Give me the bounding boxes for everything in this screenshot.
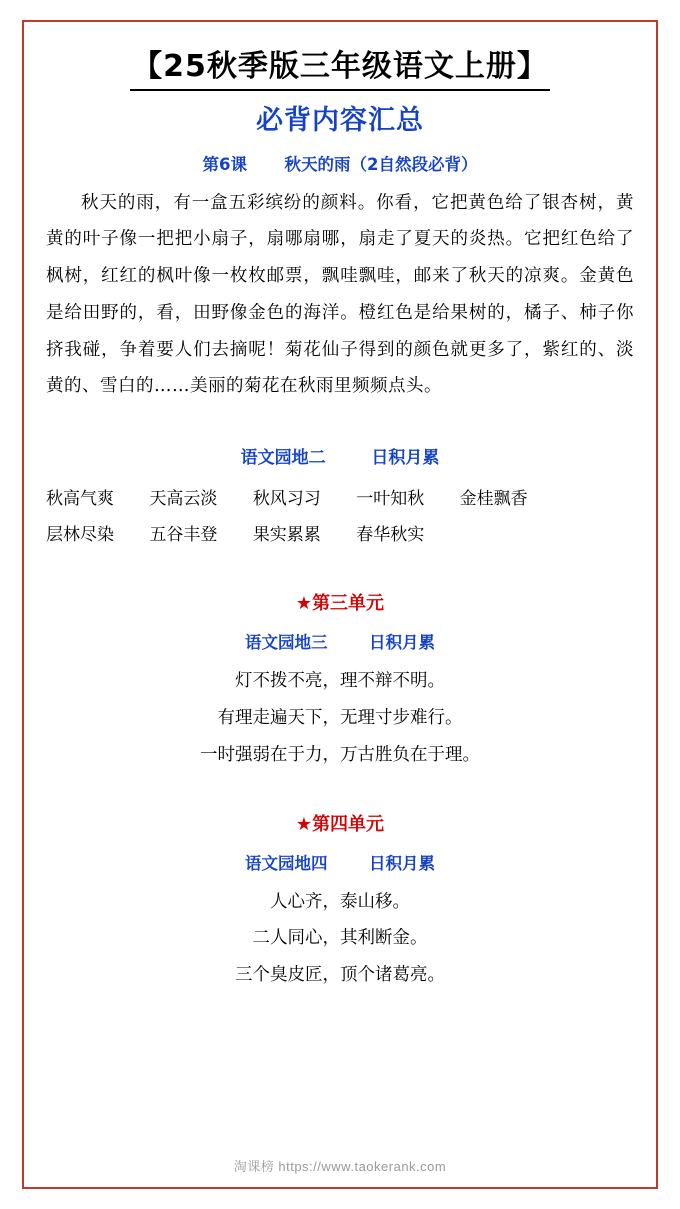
garden-two-subtitle: 日积月累 bbox=[371, 448, 440, 468]
idiom-item: 秋风习习 bbox=[252, 489, 321, 509]
idiom-row bbox=[46, 482, 634, 518]
unit-three-heading bbox=[46, 589, 634, 615]
proverb-line: 三个臭皮匠，顶个诸葛亮。 bbox=[235, 965, 445, 986]
garden-four-lines bbox=[46, 884, 634, 994]
page-title: 【25秋季版三年级语文上册】 bbox=[132, 49, 548, 84]
idiom-item: 五谷丰登 bbox=[149, 524, 218, 545]
watermark: 淘课榜 https://www.taokerank.com bbox=[233, 1159, 447, 1174]
idiom-item: 春华秋实 bbox=[356, 524, 425, 545]
garden-three-label: 语文园地三 bbox=[245, 633, 328, 653]
unit-three-title: 第三单元 bbox=[312, 593, 385, 615]
idiom-item: 天高云淡 bbox=[149, 489, 218, 509]
proverb-line: 二人同心，其利断金。 bbox=[252, 928, 428, 949]
page-subtitle: 必背内容汇总 bbox=[256, 104, 424, 136]
idiom-row bbox=[46, 518, 634, 554]
idiom-item: 果实累累 bbox=[252, 524, 321, 545]
proverb-line: 一时强弱在于力，万古胜负在于理。 bbox=[200, 744, 480, 765]
title-underline bbox=[130, 89, 550, 91]
lesson-heading bbox=[46, 151, 634, 175]
lesson-number: 第6课 bbox=[202, 154, 247, 174]
lesson-body-text: 秋天的雨，有一盒五彩缤纷的颜料。你看，它把黄色给了银杏树，黄黄的叶子像一把把小扇子，扇哪扇哪，扇走了夏天的炎热。它把红色给了枫树，红红的枫叶像一枚枚邮票，飘哇飘哇，邮来了秋天的凉爽。金黄色是给田野的，看，田野像金色的海洋。橙红色是给果树的，橘子、柿子你挤我碰，争着要人们去摘呢！菊花仙子得到的颜色就更多了，紫红的、淡黄的、雪白的……美丽的菊花在秋雨里频频点头。 bbox=[46, 192, 634, 397]
star-icon: ★ bbox=[295, 813, 313, 835]
unit-four-title: 第四单元 bbox=[312, 813, 385, 835]
idiom-item: 层林尽染 bbox=[46, 524, 114, 545]
idiom-list bbox=[46, 482, 634, 553]
garden-four-heading bbox=[46, 850, 634, 874]
idiom-item: 一叶知秋 bbox=[356, 489, 425, 509]
proverb-line: 有理走遍天下，无理寸步难行。 bbox=[217, 708, 463, 729]
idiom-item: 秋高气爽 bbox=[46, 489, 114, 509]
lesson-name: 秋天的雨（2自然段必背） bbox=[284, 154, 478, 174]
unit-four-heading bbox=[46, 810, 634, 836]
garden-two-heading bbox=[46, 443, 634, 468]
title-block bbox=[46, 48, 634, 137]
garden-three-heading bbox=[46, 629, 634, 653]
proverb-line: 灯不拨不亮，理不辩不明。 bbox=[235, 671, 445, 692]
proverb-line: 人心齐，泰山移。 bbox=[270, 891, 410, 912]
garden-four-label: 语文园地四 bbox=[245, 853, 328, 873]
garden-three-subtitle: 日积月累 bbox=[369, 633, 435, 653]
document-frame bbox=[22, 20, 658, 1189]
idiom-item: 金桂飘香 bbox=[459, 489, 528, 509]
star-icon: ★ bbox=[295, 593, 313, 615]
garden-four-subtitle: 日积月累 bbox=[369, 853, 435, 873]
garden-two-label: 语文园地二 bbox=[240, 448, 326, 468]
garden-three-lines bbox=[46, 663, 634, 773]
